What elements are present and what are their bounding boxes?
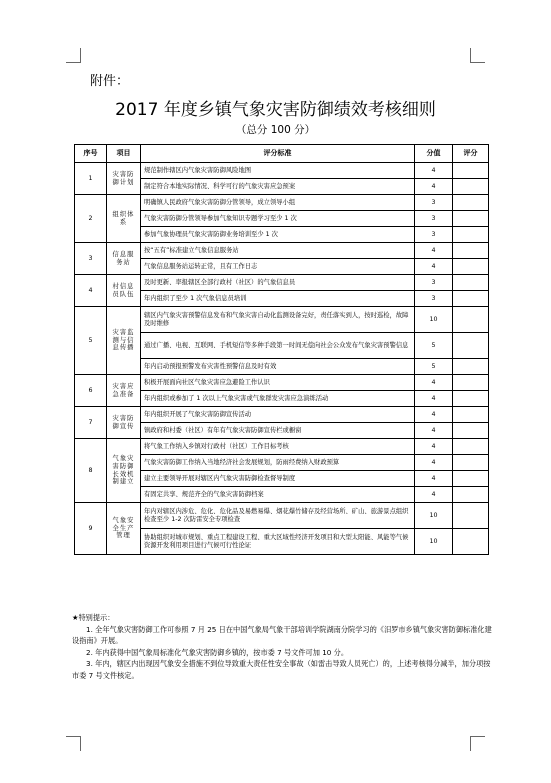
table-row: [75, 439, 489, 455]
score-cell: 4: [415, 163, 453, 179]
score-cell: 4: [415, 455, 453, 471]
row-item: 气象灾害防御长效机制建立: [107, 439, 141, 503]
assessment-table: [74, 144, 489, 555]
rating-cell[interactable]: [453, 243, 489, 259]
criterion-cell: 年内对辖区内涉危、危化、危化品及易燃易爆、烟花爆竹储存及经营场所、矿山、旅游景点组织检查至少 1-2 次防雷安全专项检查: [141, 503, 415, 529]
score-cell: 4: [415, 243, 453, 259]
row-seq: 3: [75, 243, 107, 275]
table-row: [75, 407, 489, 423]
score-cell: 4: [415, 375, 453, 391]
notes-heading: ★特别提示：: [72, 613, 115, 622]
criterion-cell: 将气象工作纳入乡镇对行政村（社区）工作目标考核: [141, 439, 415, 455]
note-item: 2. 年内获得中国气象局标准化气象灾害防御乡镇的，按市委 7 号文件可加 10 分。: [86, 647, 349, 657]
score-cell: 3: [415, 291, 453, 307]
score-cell: 10: [415, 503, 453, 529]
score-cell: 3: [415, 275, 453, 291]
rating-cell[interactable]: [453, 423, 489, 439]
rating-cell[interactable]: [453, 211, 489, 227]
score-cell: 5: [415, 359, 453, 375]
criterion-cell: 规范制作辖区内气象灾害防御风险地图: [141, 163, 415, 179]
criterion-cell: 年内组织或参加了 1 次以上气象灾害或气象群发灾害应急演练活动: [141, 391, 415, 407]
crop-mark-bottom-right: [470, 736, 485, 751]
criterion-cell: 及时更新、率报辖区全部行政村（社区）的气象信息员: [141, 275, 415, 291]
rating-cell[interactable]: [453, 529, 489, 555]
score-cell: 5: [415, 333, 453, 359]
rating-cell[interactable]: [453, 259, 489, 275]
score-cell: 4: [415, 487, 453, 503]
score-cell: 4: [415, 179, 453, 195]
header-criteria: 评分标准: [141, 145, 415, 163]
criterion-cell: 辖区内气象灾害预警信息发布和气象灾害自动化监测设备完好，责任落实到人，按时巡检，故障及时维修: [141, 307, 415, 333]
rating-cell[interactable]: [453, 359, 489, 375]
row-item: 村信息员队伍: [107, 275, 141, 307]
criterion-cell: 气象灾害防御分管领导参加气象知识专题学习至少 1 次: [141, 211, 415, 227]
row-item: 组织体系: [107, 195, 141, 243]
rating-cell[interactable]: [453, 471, 489, 487]
rating-cell[interactable]: [453, 455, 489, 471]
criterion-cell: 年内启动预报预警发布灾害性预警信息及时有效: [141, 359, 415, 375]
crop-mark-bottom-left: [66, 736, 81, 751]
row-item: 灾害防御宣传: [107, 407, 141, 439]
header-seq: 序号: [75, 145, 107, 163]
rating-cell[interactable]: [453, 163, 489, 179]
rating-cell[interactable]: [453, 375, 489, 391]
criterion-cell: 年内组织了至少 1 次气象信息员培训: [141, 291, 415, 307]
rating-cell[interactable]: [453, 333, 489, 359]
rating-cell[interactable]: [453, 391, 489, 407]
rating-cell[interactable]: [453, 307, 489, 333]
table-body: [75, 163, 489, 555]
document-subtitle: （总分 100 分）: [235, 124, 316, 136]
score-cell: 3: [415, 195, 453, 211]
header-rating: 评分: [453, 145, 489, 163]
score-cell: 3: [415, 211, 453, 227]
document-title: 2017 年度乡镇气象灾害防御绩效考核细则: [115, 100, 436, 120]
criterion-cell: 通过广播、电视、互联网、手机短信等多种手段第一时间无偿向社会公众发布气象灾害预警信息: [141, 333, 415, 359]
table-row: [75, 243, 489, 259]
criterion-cell: 参加气象协理员气象灾害防御业务培训至少 1 次: [141, 227, 415, 243]
table-row: [75, 195, 489, 211]
note-item: 3. 年内，辖区内出现因气象安全措施不到位导致重大责任性安全事故（如雷击导致人员死亡）的，上述考核得分减半，加分项按市委 7 号文件核定。: [72, 659, 491, 680]
rating-cell[interactable]: [453, 487, 489, 503]
rating-cell[interactable]: [453, 179, 489, 195]
criterion-cell: 有固定共享、规范齐全的气象灾害防御档案: [141, 487, 415, 503]
criterion-cell: 气象灾害防御工作纳入当地经济社会发展规划，防雨经费纳入财政预算: [141, 455, 415, 471]
crop-mark-top-right: [470, 48, 485, 63]
rating-cell[interactable]: [453, 195, 489, 211]
row-seq: 1: [75, 163, 107, 195]
score-cell: 4: [415, 423, 453, 439]
row-seq: 9: [75, 503, 107, 555]
row-seq: 4: [75, 275, 107, 307]
criterion-cell: 按“五有”标准建立气象信息服务站: [141, 243, 415, 259]
notes-section: [72, 612, 492, 681]
score-cell: 10: [415, 529, 453, 555]
criterion-cell: 镇政府和村委（社区）有年有气象灾害防御宣传栏或橱窗: [141, 423, 415, 439]
header-item: 项目: [107, 145, 141, 163]
table-row: [75, 375, 489, 391]
table-header-row: [75, 145, 489, 163]
row-item: 灾害防御计划: [107, 163, 141, 195]
score-cell: 3: [415, 227, 453, 243]
rating-cell[interactable]: [453, 407, 489, 423]
rating-cell[interactable]: [453, 439, 489, 455]
row-seq: 5: [75, 307, 107, 375]
table-row: [75, 275, 489, 291]
score-cell: 4: [415, 471, 453, 487]
row-seq: 8: [75, 439, 107, 503]
note-item: 1. 全年气象灾害防御工作可参照 7 月 25 日在中国气象局气象干部培训学院湖南分院学习的《汨罗市乡镇气象灾害防御标准化建设指南》开展。: [72, 624, 492, 646]
score-cell: 4: [415, 439, 453, 455]
criterion-cell: 积极开展面向社区气象灾害应急避险工作认识: [141, 375, 415, 391]
header-score: 分值: [415, 145, 453, 163]
rating-cell[interactable]: [453, 275, 489, 291]
crop-mark-top-left: [66, 48, 81, 63]
row-item: 灾害监测与信息传播: [107, 307, 141, 375]
criterion-cell: 制定符合本地实际情况、科学可行的气象灾害应急预案: [141, 179, 415, 195]
table-row: [75, 163, 489, 179]
row-seq: 2: [75, 195, 107, 243]
rating-cell[interactable]: [453, 503, 489, 529]
rating-cell[interactable]: [453, 291, 489, 307]
criterion-cell: 明确镇人民政府气象灾害防御分管领导，成立领导小组: [141, 195, 415, 211]
criterion-cell: 年内组织开展了气象灾害防御宣传活动: [141, 407, 415, 423]
criterion-cell: 气象信息服务站运转正常，且有工作日志: [141, 259, 415, 275]
score-cell: 10: [415, 307, 453, 333]
criterion-cell: 建立主要领导开展对辖区内气象灾害防御检查督导制度: [141, 471, 415, 487]
table-row: [75, 503, 489, 529]
table-row: [75, 307, 489, 333]
row-item: 信息服务站: [107, 243, 141, 275]
row-item: 气象安全生产管理: [107, 503, 141, 555]
score-cell: 4: [415, 259, 453, 275]
row-seq: 7: [75, 407, 107, 439]
row-item: 灾害应急准备: [107, 375, 141, 407]
attachment-label: 附件：: [90, 74, 130, 89]
score-cell: 4: [415, 391, 453, 407]
score-cell: 4: [415, 407, 453, 423]
criterion-cell: 协助组织对城市规划、重点工程建设工程、重大区域性经济开发项目和大型太阳能、风能等气候资源开发利用项目进行气候可行性论证: [141, 529, 415, 555]
row-seq: 6: [75, 375, 107, 407]
rating-cell[interactable]: [453, 227, 489, 243]
